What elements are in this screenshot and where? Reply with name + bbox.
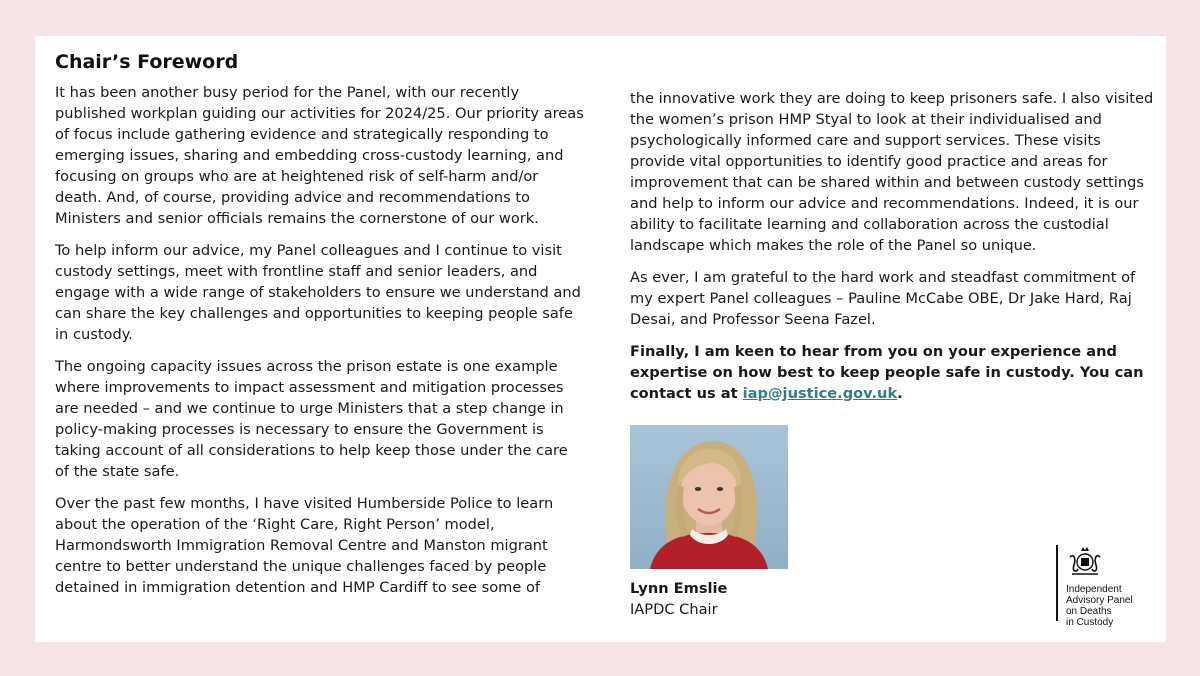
royal-crest-icon [1066,545,1104,577]
logo-divider [1056,545,1058,621]
logo-line-2: Advisory Panel [1066,595,1133,606]
chair-name: Lynn Emslie [630,580,728,597]
right-column [630,88,1160,415]
paragraph-gratitude: As ever, I am grateful to the hard work and steadfast commitment of my expert Panel colleagues – Pauline McCabe OBE, Dr Jake Hard, Raj Desai, and Professor Seena Fazel. [630,269,1136,328]
logo-line-1: Independent [1066,584,1122,595]
portrait-illustration [630,425,788,569]
page-title: Chair’s Foreword [55,51,239,73]
logo-line-3: on Deaths [1066,606,1112,617]
chair-portrait-photo [630,425,788,569]
closing-end: . [897,385,903,402]
left-column [55,51,585,609]
closing-paragraph [630,341,1160,404]
closing-text: Finally, I am keen to hear from you on your experience and expertise on how best to keep people safe in custody. You can contact us at [630,343,1144,402]
paragraph-workplan: It has been another busy period for the Panel, with our recently published workplan guiding our activities for 2024/25. Our priority areas of focus include gathering evidence and strategically responding to emerging issues, sharing and embedding cross-custody learning, and focusing on groups who are at heightened risk of self-harm and/or death. And, of course, providing advice and recommendations to Ministers and senior officials remains the cornerstone of our work. [55,84,584,227]
email-link[interactable]: iap@justice.gov.uk [742,385,898,402]
paragraph-past-months: Over the past few months, I have visited Humberside Police to learn about the operation of the ‘Right Care, Right Person’ model, Harmondsworth Immigration Removal Centre and Manston migrant centre to better understand the unique challenges faced by people detained in immigration detention and HMP Cardiff to see some of [55,495,554,596]
logo-line-4: in Custody [1066,617,1114,628]
paragraph-capacity: The ongoing capacity issues across the prison estate is one example where improvements to impact assessment and mitigation processes are needed – and we continue to urge Ministers that a step change in policy-making processes is necessary to ensure the Government is taking account of all considerations to help keep those under the care of the state safe. [55,358,568,480]
iapdc-logo [1056,545,1156,628]
logo-text [1066,584,1133,628]
signature-block [630,578,727,620]
chair-role: IAPDC Chair [630,601,718,618]
foreword-card [35,36,1166,642]
paragraph-visits: To help inform our advice, my Panel colleagues and I continue to visit custody settings, meet with frontline staff and senior leaders, and engage with a wide range of stakeholders to ensure we understand and can share the key challenges and opportunities to keeping people safe in custody. [55,242,581,343]
paragraph-innovative-work: the innovative work they are doing to keep prisoners safe. I also visited the women’s prison HMP Styal to look at their individualised and psychologically informed care and support services. These visits provide vital opportunities to identify good practice and areas for improvement that can be shared within and between custody settings and help to inform our advice and recommendations. Indeed, it is our ability to facilitate learning and collaboration across the custodial landscape which makes the role of the Panel so unique. [630,90,1154,254]
